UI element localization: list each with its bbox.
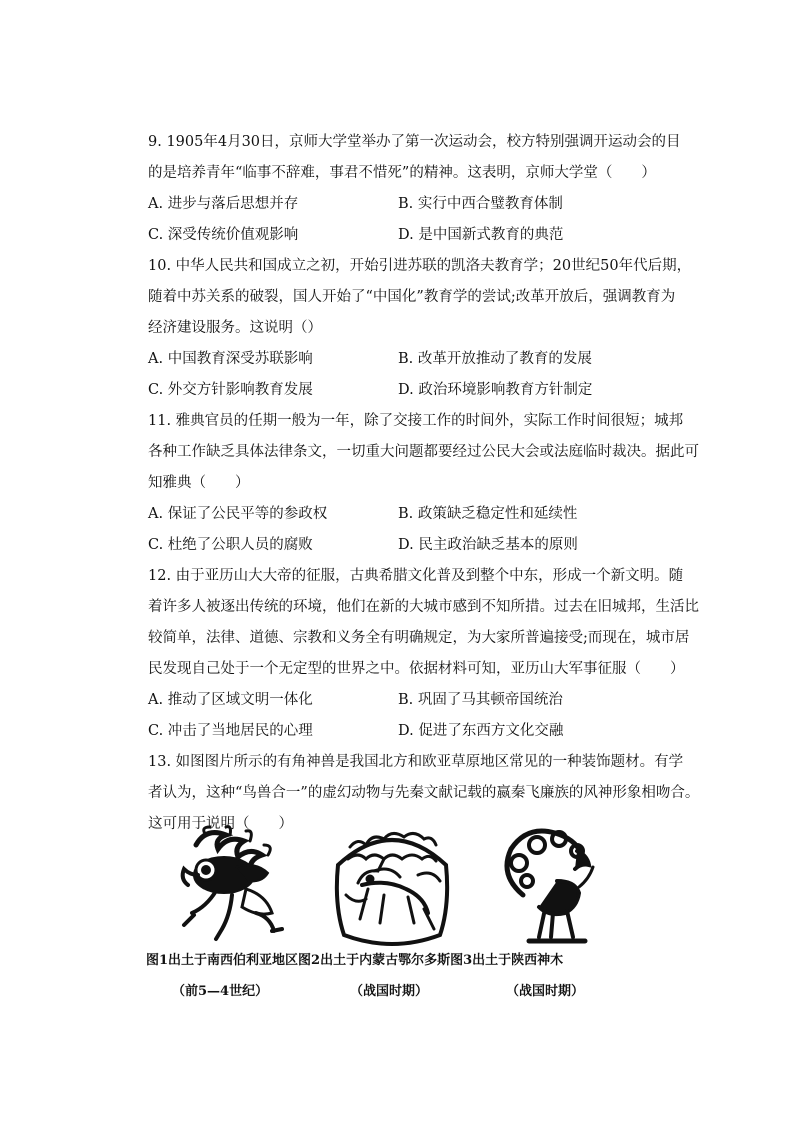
q9-option-c: C. 深受传统价值观影响: [148, 227, 299, 243]
q13-line-1: 13. 如图图片所示的有角神兽是我国北方和欧亚草原地区常见的一种装饰题材。有学: [148, 754, 684, 770]
q9-line-2: 的是培养青年“临事不辞难，事君不惜死”的精神。这表明，京师大学堂（ ）: [148, 165, 656, 181]
q10-option-a: A. 中国教育深受苏联影响: [148, 351, 313, 367]
figure-1-horned-beast: [176, 825, 294, 945]
q12-line-4: 民发现自己处于一个无定型的世界之中。依据材料可知，亚历山大军事征服（ ）: [148, 661, 685, 677]
q10-line-2: 随着中苏关系的破裂，国人开始了“中国化”教育学的尝试;改革开放后，强调教育为: [148, 289, 676, 305]
q11-options-row-2: [148, 535, 668, 555]
q12-options-row-2: [148, 721, 668, 741]
q12-option-c: C. 冲击了当地居民的心理: [148, 723, 313, 739]
q11-line-3: 知雅典（ ）: [148, 475, 250, 491]
q10-line-1: 10. 中华人民共和国成立之初，开始引进苏联的凯洛夫教育学；20世纪50年代后期，: [148, 258, 692, 274]
q11-option-d: D. 民主政治缺乏基本的原则: [398, 537, 578, 553]
q13-line-2: 者认为，这种“鸟兽合一”的虚幻动物与先秦文献记载的嬴秦飞廉族的风神形象相吻合。: [148, 785, 700, 801]
q10-option-d: D. 政治环境影响教育方针制定: [398, 382, 593, 398]
q9-option-b: B. 实行中西合璧教育体制: [398, 196, 563, 212]
q12-option-b: B. 巩固了马其顿帝国统治: [398, 692, 563, 708]
q12-line-2: 着许多人被逐出传统的环境，他们在新的大城市感到不知所措。过去在旧城邦，生活比: [148, 599, 699, 615]
q12-option-a: A. 推动了区域文明一体化: [148, 692, 313, 708]
q10-option-b: B. 改革开放推动了教育的发展: [398, 351, 592, 367]
q13-line-3: 这可用于说明（ ）: [148, 816, 293, 832]
q9-options-row-1: [148, 194, 668, 214]
q11-line-1: 11. 雅典官员的任期一般为一年，除了交接工作的时间外，实际工作时间很短；城邦: [148, 413, 684, 429]
figure-1-period: （前5—4世纪）: [172, 984, 269, 999]
q12-line-3: 较简单，法律、道德、宗教和义务全有明确规定，为大家所普遍接受;而现在，城市居: [148, 630, 690, 646]
q10-option-c: C. 外交方针影响教育发展: [148, 382, 313, 398]
q9-options-row-2: [148, 225, 668, 245]
q12-line-1: 12. 由于亚历山大大帝的征服，古典希腊文化普及到整个中东，形成一个新文明。随: [148, 568, 684, 584]
figure-3-period: （战国时期）: [506, 984, 585, 999]
q9-option-d: D. 是中国新式教育的典范: [398, 227, 564, 243]
q12-options-row-1: [148, 690, 668, 710]
q11-option-c: C. 杜绝了公职人员的腐败: [148, 537, 313, 553]
figure-3-deer-statuette: [493, 825, 603, 949]
figure-2-period: （战国时期）: [350, 984, 429, 999]
q11-option-b: B. 政策缺乏稳定性和延续性: [398, 506, 578, 522]
q12-option-d: D. 促进了东西方文化交融: [398, 723, 564, 739]
q13-figures: [148, 825, 668, 955]
q10-options-row-1: [148, 349, 668, 369]
q11-line-2: 各种工作缺乏具体法律条文，一切重大问题都要经过公民大会或法庭临时裁决。据此可: [148, 444, 699, 460]
q10-line-3: 经济建设服务。这说明（）: [148, 320, 322, 336]
q9-line-1: 9. 1905年4月30日，京师大学堂举办了第一次运动会，校方特别强调开运动会的目: [148, 134, 681, 150]
figure-2-plaque-beast: [328, 825, 456, 949]
q13-figure-caption: 图1出土于南西伯利亚地区图2出土于内蒙古鄂尔多斯图3出土于陕西神木: [146, 953, 564, 968]
q10-options-row-2: [148, 380, 668, 400]
q9-option-a: A. 进步与落后思想并存: [148, 196, 299, 212]
q11-options-row-1: [148, 504, 668, 524]
q11-option-a: A. 保证了公民平等的参政权: [148, 506, 328, 522]
